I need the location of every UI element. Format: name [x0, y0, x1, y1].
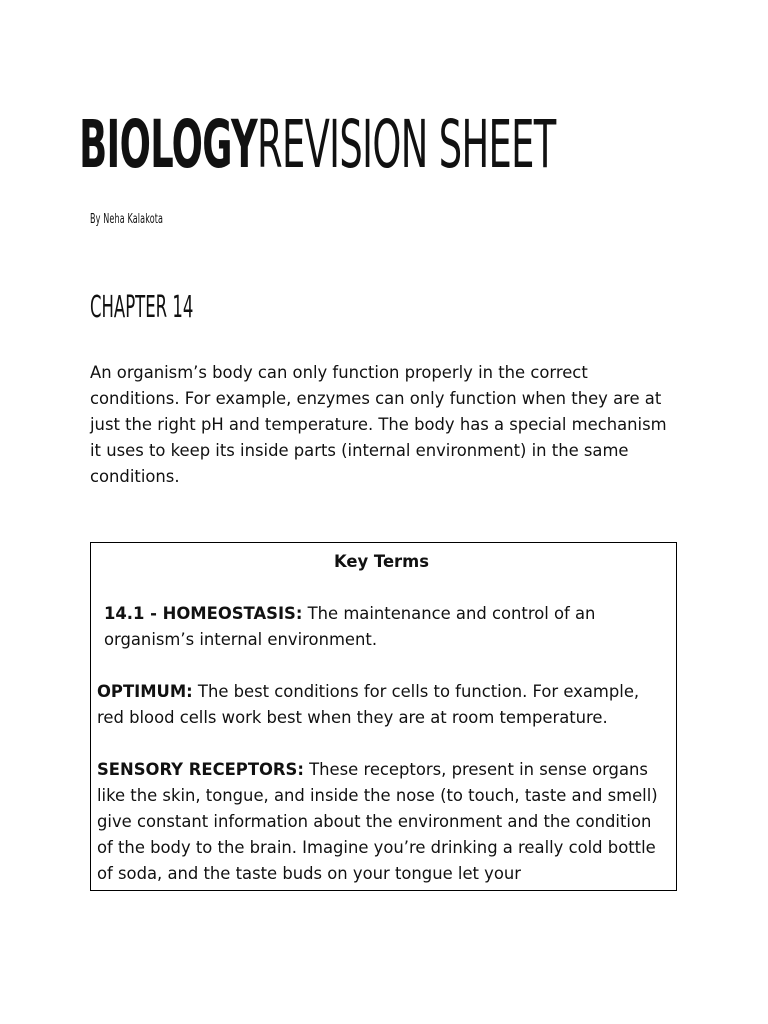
- chapter-heading: CHAPTER 14: [90, 290, 194, 325]
- key-term-optimum: [97, 679, 666, 731]
- term-definition: The maintenance and control of an organism’s internal environment.: [104, 604, 596, 649]
- intro-paragraph: An organism’s body can only function properly in the correct conditions. For example, enzymes can only function when they are at just the right pH and temperature. The body has a special mechanism it uses to keep its inside parts (internal environment) in the same conditions.: [90, 363, 667, 486]
- title-bold-word: BIOLOGY: [78, 106, 257, 183]
- term-definition: The best conditions for cells to function. For example, red blood cells work best when they are at room temperature.: [97, 682, 640, 727]
- term-label: 14.1 - HOMEOSTASIS:: [104, 604, 303, 623]
- key-term-sensory-receptors: [97, 757, 666, 887]
- page-title: [0, 100, 768, 190]
- title-light-words: REVISION SHEET: [256, 106, 556, 183]
- key-term-homeostasis: [97, 601, 666, 653]
- term-definition: These receptors, present in sense organs like the skin, tongue, and inside the nose (to touch, taste and smell) give constant information about the environment and the condition of the body to the brain. Imagine you’re drinking a really cold bottle of soda, and the taste buds on your tongue let your: [97, 760, 658, 883]
- term-label: OPTIMUM:: [97, 682, 193, 701]
- key-terms-box: [90, 542, 677, 891]
- key-terms-heading: Key Terms: [334, 552, 429, 571]
- term-label: SENSORY RECEPTORS:: [97, 760, 304, 779]
- author-byline: By Neha Kalakota: [90, 212, 164, 227]
